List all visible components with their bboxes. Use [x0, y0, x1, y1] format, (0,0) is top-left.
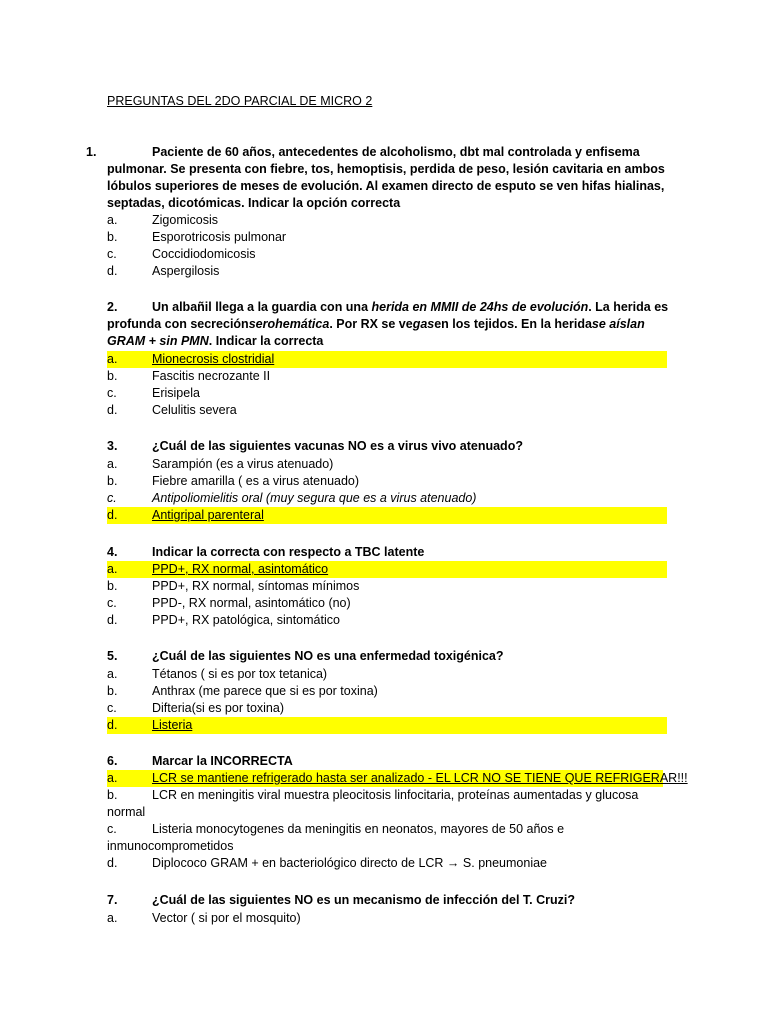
question-4 — [107, 544, 667, 561]
question-4-options — [107, 561, 667, 629]
option-label: d. — [107, 718, 118, 732]
option-c-continuation: inmunocomprometidos — [107, 839, 234, 853]
option-text: Celulitis severa — [152, 403, 237, 417]
question-stem: ¿Cuál de las siguientes vacunas NO es a virus vivo atenuado? — [152, 439, 523, 453]
option-label: c. — [107, 247, 117, 261]
option-label: c. — [107, 701, 117, 715]
option-label: b. — [107, 369, 118, 383]
option-label: d. — [107, 403, 118, 417]
option-text: Mionecrosis clostridial — [152, 352, 275, 366]
question-stem: septadas, dicotómicas. Indicar la opción correcta — [107, 196, 401, 210]
option-label: a. — [107, 771, 118, 785]
option-b — [107, 578, 667, 595]
document-title: PREGUNTAS DEL 2DO PARCIAL DE MICRO 2 — [107, 94, 373, 108]
option-a — [107, 910, 667, 927]
option-label: a. — [107, 667, 118, 681]
option-c — [107, 821, 663, 838]
option-text: Coccidiodomicosis — [152, 247, 256, 261]
question-6-options — [107, 770, 688, 872]
option-text: PPD+, RX patológica, sintomático — [152, 613, 340, 627]
option-text: Zigomicosis — [152, 213, 218, 227]
option-label: c. — [107, 596, 117, 610]
option-c — [107, 385, 667, 402]
option-label: b. — [107, 474, 118, 488]
question-5-options — [107, 666, 667, 734]
question-number: 5. — [107, 649, 118, 663]
option-a — [107, 666, 667, 683]
question-3 — [107, 438, 667, 455]
option-text: Anthrax (me parece que si es por toxina) — [152, 684, 378, 698]
option-b — [107, 683, 667, 700]
option-text: PPD-, RX normal, asintomático (no) — [152, 596, 351, 610]
option-text: Diplococo GRAM + en bacteriológico directo de LCR → S. pneumoniae — [152, 856, 547, 870]
option-a — [107, 212, 667, 229]
option-a-highlighted — [107, 351, 667, 368]
option-c — [107, 246, 667, 263]
question-number: 2. — [107, 300, 118, 314]
option-text: Difteria(si es por toxina) — [152, 701, 284, 715]
option-text: Vector ( si por el mosquito) — [152, 911, 301, 925]
option-d — [107, 855, 663, 872]
option-text: Antigripal parenteral — [152, 508, 264, 522]
option-b — [107, 473, 667, 490]
option-label: d. — [107, 264, 118, 278]
question-number: 4. — [107, 545, 118, 559]
question-2-options — [107, 351, 667, 419]
question-5 — [107, 648, 667, 665]
question-6 — [107, 753, 667, 770]
question-stem: Marcar la INCORRECTA — [152, 754, 293, 768]
option-label: c. — [107, 491, 117, 505]
question-stem: pulmonar. Se presenta con fiebre, tos, hemoptisis, perdida de peso, lesión cavitaria en ambos — [107, 162, 665, 176]
question-number: 3. — [107, 439, 118, 453]
option-a-highlighted — [107, 561, 667, 578]
question-2 — [107, 299, 667, 350]
option-text: Tétanos ( si es por tox tetanica) — [152, 667, 328, 681]
question-1-options — [107, 212, 667, 280]
question-number: 1. — [86, 145, 97, 159]
question-number: 7. — [107, 893, 118, 907]
question-stem: ¿Cuál de las siguientes NO es una enfermedad toxigénica? — [152, 649, 504, 663]
option-d — [107, 612, 667, 629]
question-stem: profunda con secreción serohemática . Por RX se ve gas en los tejidos. En la herida se aíslan — [107, 317, 645, 331]
question-stem: GRAM + sin PMN . Indicar la correcta — [107, 334, 324, 348]
option-text: Fiebre amarilla ( es a virus atenuado) — [152, 474, 360, 488]
option-text: Listeria — [152, 718, 193, 732]
question-stem: Un albañil llega a la guardia con una herida en MMII de 24hs de evolución. La herida es — [152, 300, 669, 314]
option-b — [107, 368, 667, 385]
option-label: a. — [107, 562, 118, 576]
question-stem: ¿Cuál de las siguientes NO es un mecanismo de infección del T. Cruzi? — [152, 893, 576, 907]
option-label: b. — [107, 684, 118, 698]
question-stem: lóbulos superiores de meses de evolución. Al examen directo de esputo se ven hifas hialinas, — [107, 179, 665, 193]
option-d-highlighted — [107, 717, 667, 734]
option-label: a. — [107, 352, 118, 366]
option-c — [107, 490, 667, 507]
question-3-options — [107, 456, 667, 524]
question-number: 6. — [107, 754, 118, 768]
option-text: Esporotricosis pulmonar — [152, 230, 287, 244]
question-7 — [107, 892, 667, 909]
option-text: Aspergilosis — [152, 264, 220, 278]
option-label: d. — [107, 856, 118, 870]
option-d — [107, 402, 667, 419]
option-label: c. — [107, 822, 117, 836]
option-text: LCR se mantiene refrigerado hasta ser analizado - EL LCR NO SE TIENE QUE REFRIGERAR!!! — [152, 771, 688, 785]
option-label: d. — [107, 508, 118, 522]
option-text: Erisipela — [152, 386, 200, 400]
option-text: Fascitis necrozante II — [152, 369, 271, 383]
option-text: PPD+, RX normal, asintomático — [152, 562, 329, 576]
option-text: Sarampión (es a virus atenuado) — [152, 457, 334, 471]
option-c — [107, 595, 667, 612]
option-a-highlighted — [107, 770, 688, 787]
option-label: a. — [107, 457, 118, 471]
option-label: b. — [107, 788, 118, 802]
option-a — [107, 456, 667, 473]
option-label: a. — [107, 213, 118, 227]
option-b-continuation: normal — [107, 805, 146, 819]
option-text: Antipoliomielitis oral (muy segura que es a virus atenuado) — [152, 491, 477, 505]
question-7-options — [107, 910, 667, 927]
option-b — [107, 229, 667, 246]
option-text: LCR en meningitis viral muestra pleocitosis linfocitaria, proteínas aumentadas y glucosa — [152, 788, 639, 802]
option-d-highlighted — [107, 507, 667, 524]
option-b — [107, 787, 663, 804]
question-1 — [86, 144, 666, 212]
question-stem: Indicar la correcta con respecto a TBC latente — [152, 545, 425, 559]
option-text: Listeria monocytogenes da meningitis en neonatos, mayores de 50 años e — [152, 822, 565, 836]
option-label: b. — [107, 579, 118, 593]
option-text: PPD+, RX normal, síntomas mínimos — [152, 579, 360, 593]
option-c — [107, 700, 667, 717]
option-label: d. — [107, 613, 118, 627]
question-stem: Paciente de 60 años, antecedentes de alcoholismo, dbt mal controlada y enfisema — [152, 145, 640, 159]
option-d — [107, 263, 667, 280]
option-label: c. — [107, 386, 117, 400]
option-label: b. — [107, 230, 118, 244]
option-label: a. — [107, 911, 118, 925]
